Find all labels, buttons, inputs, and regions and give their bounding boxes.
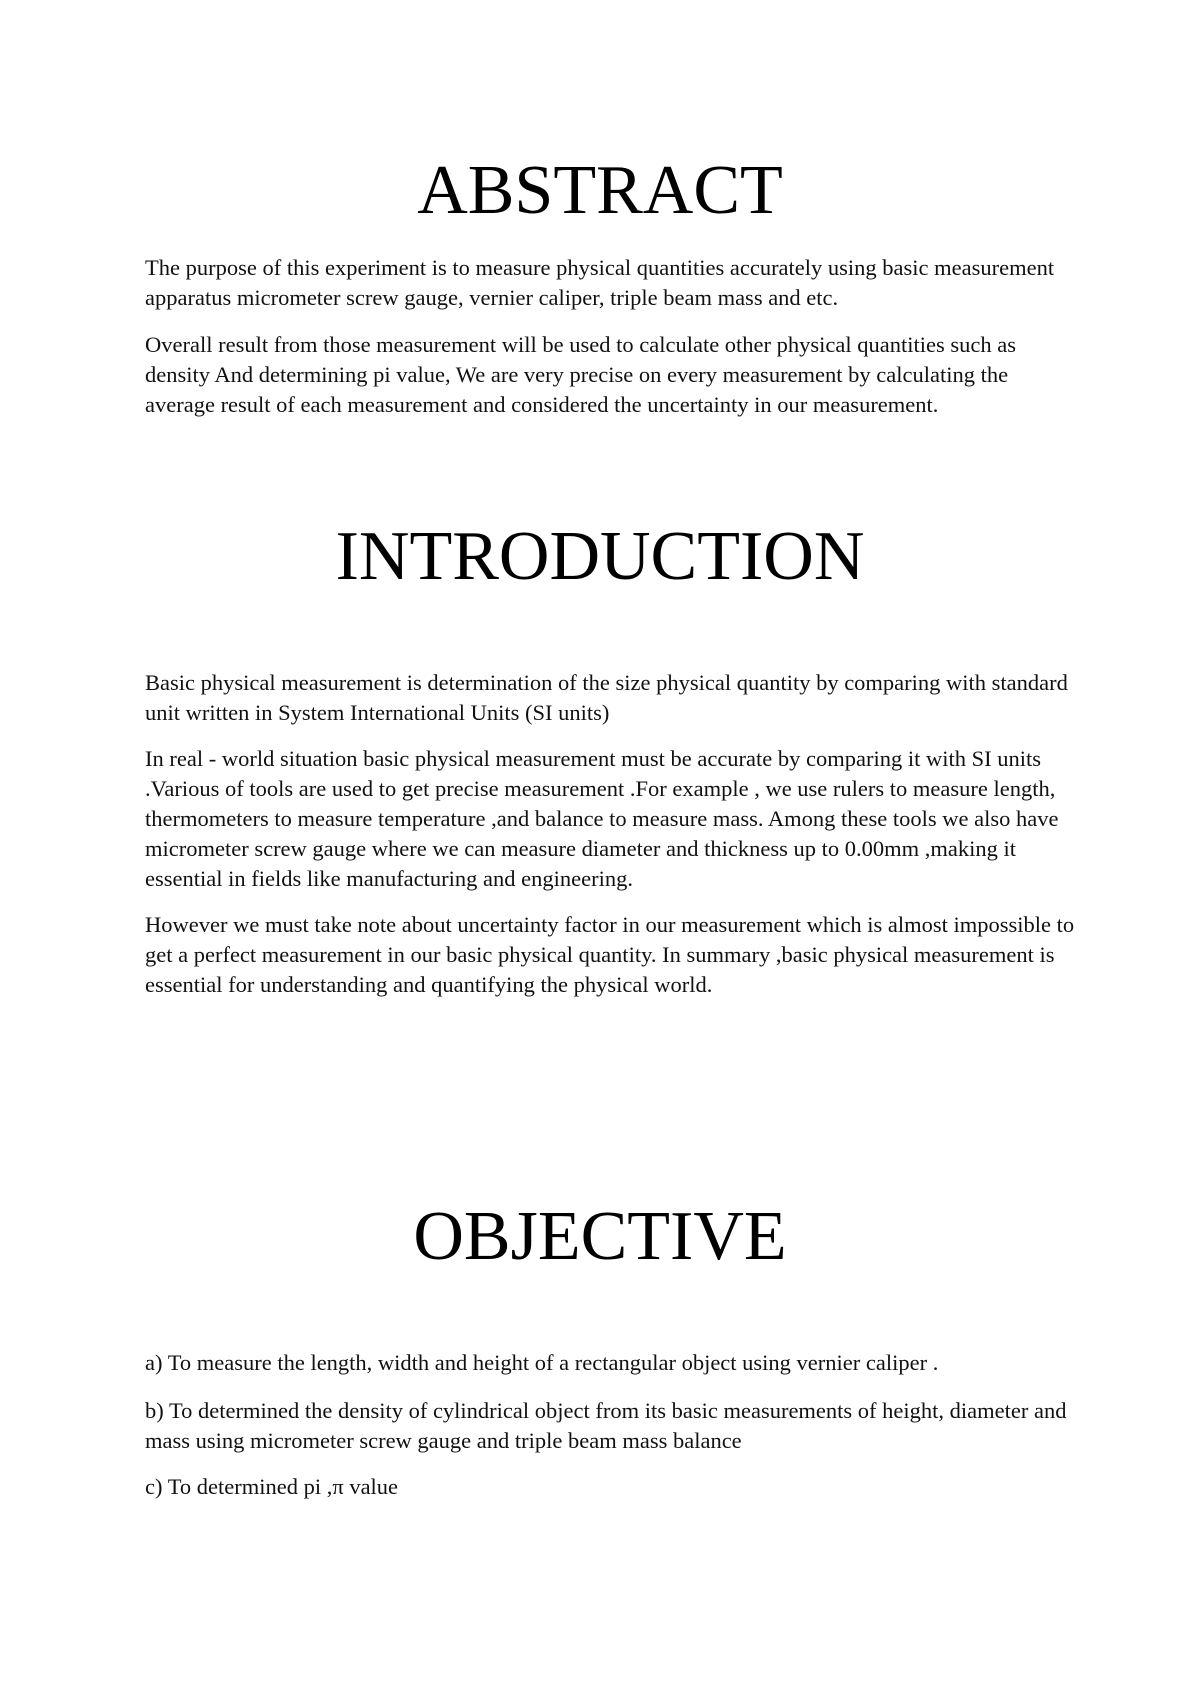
- abstract-heading: ABSTRACT: [417, 152, 783, 229]
- introduction-heading: INTRODUCTION: [335, 518, 865, 595]
- introduction-paragraph-3: However we must take note about uncertainty factor in our measurement which is almost impossible to get a perfect measurement in our basic physical quantity. In summary ,basic physical measurement is essential for understanding and quantifying the physical world.: [145, 912, 1075, 997]
- abstract-paragraph-2: Overall result from those measurement will be used to calculate other physical quantities such as density And determining pi value, We are very precise on every measurement by calculating the average result of each measurement and considered the uncertainty in our measurement.: [145, 332, 1016, 417]
- objective-item-c: c) To determined pi ,π value: [145, 1474, 399, 1499]
- introduction-paragraph-1: Basic physical measurement is determination of the size physical quantity by comparing with standard unit written in System International Units (SI units): [145, 670, 1068, 725]
- objective-item-b: b) To determined the density of cylindrical object from its basic measurements of height, diameter and mass using micrometer screw gauge and triple beam mass balance: [145, 1398, 1067, 1453]
- objective-item-a: a) To measure the length, width and height of a rectangular object using vernier caliper .: [145, 1350, 939, 1375]
- objective-heading: OBJECTIVE: [413, 1198, 787, 1275]
- introduction-paragraph-2: In real - world situation basic physical measurement must be accurate by comparing it with SI units .Various of tools are used to get precise measurement .For example , we use rulers to measure length, thermometers to measure temperature ,and balance to measure mass. Among these tools we also have micrometer screw gauge where we can measure diameter and thickness up to 0.00mm ,making it essential in fields like manufacturing and engineering.: [145, 746, 1059, 891]
- abstract-paragraph-1: The purpose of this experiment is to measure physical quantities accurately using basic measurement apparatus micrometer screw gauge, vernier caliper, triple beam mass and etc.: [145, 255, 1055, 310]
